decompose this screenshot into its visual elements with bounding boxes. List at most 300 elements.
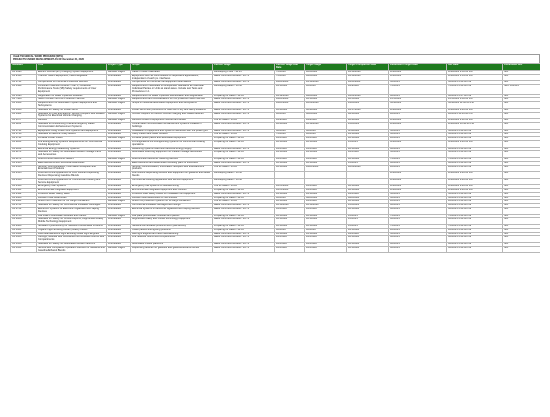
table-cell: UL 2703 xyxy=(11,214,37,218)
table-cell: Ballot Comment Review - 46.71 xyxy=(213,204,275,208)
table-cell: UL 2701 xyxy=(11,204,37,208)
table-cell: N/A xyxy=(503,112,541,119)
table-row xyxy=(11,204,541,208)
table-cell: 4/30/2021 9:46:00 PM xyxy=(447,185,503,189)
table-cell: Automated mobile platforms xyxy=(131,243,213,247)
table-cell: Ballot Comment Review - 46.71 xyxy=(213,74,275,81)
table-cell: UL 3100 xyxy=(11,243,37,247)
table-cell: Field Manufacturers Light Emitting Diode Light Engines xyxy=(37,232,107,236)
table-cell: Electronic Systems of Electronic Cigarettes and Vaping Devices xyxy=(37,208,107,215)
table-row xyxy=(11,140,541,147)
table-cell: 11/1/2020 xyxy=(305,246,347,253)
table-cell: N/A xyxy=(503,157,541,161)
table-cell: 4/1/2021 9:46:00 PM xyxy=(447,137,503,141)
table-cell: Food and Drink Appliances for Low Volume Dispensing Devices Dispensing Gasoline Blends xyxy=(37,172,107,179)
table-cell: 6/1/2021 9:46:00 PM xyxy=(447,161,503,165)
table-cell: Service, communication, information reception and entertainment products xyxy=(131,165,213,172)
table-cell: 3/1/2021 xyxy=(389,196,447,200)
table-cell: Revised Pages xyxy=(107,137,131,141)
table-cell: 9/16/2020 xyxy=(305,71,347,75)
table-cell: 3/19/2021 xyxy=(389,102,447,109)
table-cell: Standard for Safety for Automated Medium Voltage Parts and Accessories xyxy=(37,151,107,158)
table-cell: 12/1/2020 xyxy=(347,189,389,193)
table-cell: N/A xyxy=(503,236,541,243)
table-cell: 11/4/2020 xyxy=(347,85,389,94)
table-cell: 7/1/2021 9:46:00 PM xyxy=(447,214,503,218)
table-cell: 7/1/2021 9:46:00 PM xyxy=(447,85,503,94)
table-cell: 6/1/2021 9:46:00 PM xyxy=(447,147,503,151)
table-cell: 4/1/2021 9:46:00 PM xyxy=(447,200,503,204)
table-cell: Transfer Switch Equipment, Interchangeable xyxy=(37,74,107,81)
table-cell: Revised Pages xyxy=(107,71,131,75)
table-row xyxy=(11,112,541,119)
table-cell: 11/1/2020 xyxy=(305,236,347,243)
table-cell: Pressure Relief Safety Valve xyxy=(37,192,107,196)
table-cell: 12/1/2020 xyxy=(347,157,389,161)
table-cell: 4/30/2021 xyxy=(389,108,447,112)
table-cell: UL 1004 xyxy=(11,102,37,109)
table-cell: First Edition xyxy=(107,151,131,158)
table-cell: Organic Light Emitting Diode (OLED) Panels xyxy=(37,228,107,232)
table-cell: First Edition xyxy=(107,228,131,232)
table-cell: Flat Plate Photovoltaic Modules and Panels xyxy=(37,214,107,218)
table-cell: 12/9/2020 xyxy=(347,119,389,123)
table-cell: N/A xyxy=(503,98,541,102)
table-cell: 3/1/2021 9:46:00 PM xyxy=(447,133,503,137)
table-cell: Ballot Comment Review - 46.71 xyxy=(213,98,275,102)
table-row xyxy=(11,246,541,253)
table-cell: UL 1740 xyxy=(11,133,37,137)
table-cell: 10/1/2020 xyxy=(275,192,305,196)
table-cell: 4/30/2021 xyxy=(389,189,447,193)
table-cell: 12/1/2020 xyxy=(305,218,347,225)
table-cell xyxy=(347,178,389,185)
table-cell: First Edition xyxy=(107,165,131,172)
table-cell: 10/1/2020 xyxy=(347,133,389,137)
table-cell: 11/1/2020 xyxy=(347,232,389,236)
table-cell: First Edition xyxy=(107,94,131,98)
table-cell: N/A xyxy=(503,133,541,137)
table-cell: UL 2336 xyxy=(11,178,37,185)
table-cell: N/A xyxy=(503,225,541,229)
table-cell: 9/1/2020 xyxy=(275,112,305,119)
table-cell: 12/1/2020 xyxy=(347,137,389,141)
table-cell: First Edition xyxy=(107,225,131,229)
document-subtitle: PROJECTS UNDER DEVELOPMENT AS OF December 31, 2020 xyxy=(13,58,84,61)
table-cell: 12/1/2020 xyxy=(305,214,347,218)
table-cell: Multi-function electronic metering devices xyxy=(131,157,213,161)
column-header: Publication Target Date xyxy=(389,64,447,71)
table-cell: Ballot Comment Review - 46.71 xyxy=(213,108,275,112)
table-cell: Revised Pages xyxy=(107,112,131,119)
table-cell: 12/1/2020 xyxy=(275,225,305,229)
table-cell: 9/1/2020 xyxy=(275,228,305,232)
table-cell: UL 1741 xyxy=(11,129,37,133)
table-cell: Developing Ballot - 10.30 xyxy=(213,172,275,179)
table-cell: 12/18/2020 xyxy=(305,122,347,129)
table-cell: UL 2333 xyxy=(11,165,37,172)
table-cell: 4/1/2021 xyxy=(389,200,447,204)
table-cell: Standard for Safety for Power Items xyxy=(37,108,107,112)
table-cell: Ballot Comment Review - 46.71 xyxy=(213,122,275,129)
table-cell: UL 2561 xyxy=(11,189,37,193)
table-cell: 12/4/2020 xyxy=(275,108,305,112)
table-cell: N/A xyxy=(503,185,541,189)
table-row xyxy=(11,172,541,179)
table-cell: 10/1/2020 xyxy=(275,151,305,158)
table-cell: UL 746C xyxy=(11,98,37,102)
table-cell: Requirements for Automation System Equipment and Subsystems xyxy=(37,102,107,109)
table-cell: 12/1/2020 xyxy=(347,185,389,189)
table-cell: UL 3001 xyxy=(11,228,37,232)
table-cell: N/A xyxy=(503,129,541,133)
table-cell: 12/1/2020 xyxy=(347,246,389,253)
table-cell: 11/1/2020 xyxy=(347,151,389,158)
table-cell: Fire resistive rooms and compartments xyxy=(131,236,213,243)
table-cell: UL 2800 xyxy=(11,218,37,225)
table-cell: 12/1/2020 xyxy=(275,214,305,218)
table-cell: Preparing for Ballot - 42.10 xyxy=(213,189,275,193)
table-cell: 9/1/2021 xyxy=(389,112,447,119)
table-cell: N/A xyxy=(503,151,541,158)
table-cell: N/A xyxy=(503,228,541,232)
table-cell: Preparing for Ballot - 42.10 xyxy=(213,140,275,147)
table-row xyxy=(11,236,541,243)
table-cell: 1/1/2021 xyxy=(347,225,389,229)
table-cell: UL 2601 xyxy=(11,200,37,204)
table-cell: 7/1/2021 xyxy=(389,225,447,229)
table-cell: Personal Protection Devices - Part 3, Ultraviolet Performance Tests (SB) Safety requirements of User Equipment xyxy=(37,85,107,94)
table-cell: 4/30/2021 xyxy=(389,119,447,123)
table-cell: Commercial cooking appliances and service equipment xyxy=(131,178,213,185)
table-cell: UL 2305 xyxy=(11,161,37,165)
table-cell: Out for Ballot - 40.20 xyxy=(213,200,275,204)
table-cell: 1/15/2021 8:39:00 PM xyxy=(447,98,503,102)
table-cell: First Edition xyxy=(107,196,131,200)
table-cell: Preparing for Ballot - 42.10 xyxy=(213,137,275,141)
table-cell: 11/1/2020 xyxy=(347,192,389,196)
table-cell: UL 2202 xyxy=(11,147,37,151)
table-row xyxy=(11,218,541,225)
table-row xyxy=(11,129,541,133)
table-cell: N/A xyxy=(503,165,541,172)
table-cell: 5/1/2021 xyxy=(389,192,447,196)
table-cell: Developing Ballot - 10.30 xyxy=(213,178,275,185)
table-cell: 1/1/2021 xyxy=(347,161,389,165)
table-cell: Revised Pages xyxy=(107,102,131,109)
table-cell: 4/30/2021 9:46:00 PM xyxy=(447,189,503,193)
table-cell: First Edition xyxy=(107,81,131,85)
table-cell: Service, Communication, Information Reception and Entertainment Products xyxy=(37,165,107,172)
table-cell: First Edition xyxy=(107,232,131,236)
table-cell: Environmental integrated equipment and controls xyxy=(131,189,213,193)
table-cell: First Edition xyxy=(107,108,131,112)
table-cell: 1/18/2021 xyxy=(347,122,389,129)
table-cell: 9/1/2020 xyxy=(305,85,347,94)
table-cell: Revised Pages xyxy=(107,200,131,204)
table-cell: Devices xyxy=(37,119,107,123)
table-row xyxy=(11,122,541,129)
table-cell: Portable Power Packs xyxy=(37,137,107,141)
table-cell: Revised Pages xyxy=(107,98,131,102)
table-cell: Preparing for Ballot - 42.10 xyxy=(213,94,275,98)
table-cell: 9/26/2020 xyxy=(305,74,347,81)
table-cell: First Edition xyxy=(107,204,131,208)
table-cell: Emergency call systems for assisted living xyxy=(131,185,213,189)
table-cell: 10/16/2020 xyxy=(305,81,347,85)
table-cell: Standard for Safety for Critical Reports, Augmented Reality Mobile Technology Equipment xyxy=(37,218,107,225)
table-cell: Flat plate photovoltaic modules and panels xyxy=(131,214,213,218)
table-cell: First Edition xyxy=(107,172,131,179)
table-cell: UL 1741 xyxy=(11,137,37,141)
table-cell xyxy=(275,178,305,185)
table-cell: 11/1/2020 xyxy=(275,137,305,141)
table-cell: 1/1/2021 xyxy=(347,214,389,218)
table-cell: 4/1/2021 9:46:00 PM xyxy=(447,228,503,232)
table-cell: 3/1/2021 9:46:00 PM xyxy=(447,81,503,85)
table-row xyxy=(11,102,541,109)
table-cell: 6/1/2021 9:47:00 PM xyxy=(447,94,503,98)
table-cell: 4/30/2021 xyxy=(389,185,447,189)
table-cell: First Edition xyxy=(107,178,131,185)
table-cell: UL 3003 xyxy=(11,236,37,243)
table-cell: 6/30/2021 xyxy=(389,140,447,147)
table-cell: 5/1/2021 xyxy=(389,129,447,133)
table-cell: 10/16/2020 xyxy=(347,71,389,75)
table-cell: N/A xyxy=(503,147,541,151)
table-cell: UL 2702 xyxy=(11,208,37,215)
table-row xyxy=(11,165,541,172)
table-row xyxy=(11,151,541,158)
table-cell: Critical radio communication enhancement systems installed in buildings xyxy=(131,122,213,129)
table-cell: Commercial insulated cartridges and fittings xyxy=(131,204,213,208)
table-cell: 3/19/2021 11:06:00 PM xyxy=(447,102,503,109)
table-cell: Augmented reality and mobile technology equipment xyxy=(131,218,213,225)
table-cell: 11/1/2020 xyxy=(275,147,305,151)
table-cell: N/A xyxy=(503,71,541,75)
table-cell: First Edition xyxy=(107,147,131,151)
table-cell: 4/30/2021 2:01:00 PM xyxy=(447,119,503,123)
table-cell: 11/1/2020 xyxy=(305,208,347,215)
table-cell: Pressure relief safety valves for installation on equipment xyxy=(131,192,213,196)
table-cell: N/A xyxy=(503,74,541,81)
column-header: Scope xyxy=(131,64,213,71)
table-cell: Multi-Function Electronic Meters xyxy=(37,157,107,161)
table-cell: 4/30/2021 xyxy=(389,122,447,129)
table-cell: UL 2900 xyxy=(11,225,37,229)
table-cell: N/A xyxy=(503,204,541,208)
table-cell: UL 1104 xyxy=(11,122,37,129)
table-cell: OLED panels and lighting products xyxy=(131,228,213,232)
table-cell: Ballot Comment Review - 46.71 xyxy=(213,236,275,243)
table-cell: First Edition xyxy=(107,74,131,81)
table-cell: Components for Personal Protective Devices xyxy=(37,81,107,85)
table-cell: 10/1/2020 xyxy=(305,151,347,158)
table-cell: 4/30/2021 xyxy=(389,178,447,185)
table-cell: First Edition xyxy=(107,243,131,247)
table-cell: 8/19/2020 xyxy=(305,108,347,112)
table-body xyxy=(11,71,541,253)
table-cell: Preparing for Ballot - 42.10 xyxy=(213,214,275,218)
table-cell: N/A xyxy=(503,102,541,109)
table-cell: 10/1/2020 xyxy=(305,232,347,236)
table-cell: 6/1/2021 xyxy=(389,94,447,98)
table-cell: Eave Elements and Structural Assemblies xyxy=(37,161,107,165)
table-cell: 4/30/2021 xyxy=(389,172,447,179)
table-cell: Flexible hose assemblies for fuel transfer xyxy=(131,196,213,200)
table-cell: First Edition xyxy=(107,192,131,196)
table-cell xyxy=(305,178,347,185)
table-cell: 11/4/2020 xyxy=(275,119,305,123)
table-cell: N/A xyxy=(503,196,541,200)
table-cell: 11/1/2020 xyxy=(275,236,305,243)
table-cell: Out for Ballot - 40.20 xyxy=(213,165,275,172)
table-cell: First Edition xyxy=(107,133,131,137)
table-cell: 4/1/2021 9:46:00 PM xyxy=(447,165,503,172)
table-cell: Electrical systems of electronic cigarettes and vaping devices xyxy=(131,208,213,215)
table-cell: Preparing for Ballot - 42.10 xyxy=(213,228,275,232)
table-cell: 12/1/2020 xyxy=(347,147,389,151)
table-cell: 10/16/2020 xyxy=(347,74,389,81)
table-cell: 3/1/2021 xyxy=(389,133,447,137)
table-cell: 12/1/2020 xyxy=(347,200,389,204)
table-cell: 6/1/2021 xyxy=(389,218,447,225)
table-cell: 6/1/2021 xyxy=(389,246,447,253)
table-cell: 4/30/2021 xyxy=(389,74,447,81)
table-cell: 10/1/2020 xyxy=(347,228,389,232)
table-cell: 12/1/2020 xyxy=(305,98,347,102)
table-cell: 4/30/2021 9:46:00 PM xyxy=(447,108,503,112)
table-cell: Revised Pages xyxy=(107,157,131,161)
table-cell: Revised Pages xyxy=(107,246,131,253)
table-cell: 6/1/2021 xyxy=(389,243,447,247)
table-cell: 12/1/2020 xyxy=(305,161,347,165)
table-cell: Measuring systems used with electrical energy supply xyxy=(131,147,213,151)
table-cell: UL 9540 xyxy=(11,74,37,81)
table-cell: Switch Vendor Net Fire Protection Service xyxy=(37,98,107,102)
table-cell: 12/1/2020 xyxy=(305,225,347,229)
column-header: Current Stage xyxy=(213,64,275,71)
table-cell: 10/1/2020 xyxy=(305,192,347,196)
table-cell: 4/30/2021 4:34:00 PM xyxy=(447,74,503,81)
table-row xyxy=(11,71,541,75)
table-cell: 10/12/2020 xyxy=(275,94,305,98)
table-cell: N/A xyxy=(503,200,541,204)
table-cell: 6/1/2021 9:46:00 PM xyxy=(447,218,503,225)
table-cell: First Edition xyxy=(107,218,131,225)
table-cell: 7/1/2021 9:46:00 PM xyxy=(447,157,503,161)
table-cell: 9/1/2020 xyxy=(305,133,347,137)
table-cell: 12/16/2020 xyxy=(305,204,347,208)
table-cell: 10/17/2020 xyxy=(347,108,389,112)
table-cell: Preparing for Ballot - 42.10 xyxy=(213,157,275,161)
table-cell: Out for Ballot - 40.20 xyxy=(213,185,275,189)
table-cell xyxy=(305,172,347,179)
table-cell: UL 2272 xyxy=(11,157,37,161)
table-cell: 11/1/2020 xyxy=(305,243,347,247)
table-cell: 6/1/2021 9:46:00 PM xyxy=(447,208,503,215)
table-cell: UL 2560 xyxy=(11,185,37,189)
table-cell: 7/1/2020 xyxy=(275,74,305,81)
table-cell: 11/1/2020 xyxy=(305,185,347,189)
table-cell: Electrical Energy Measuring Systems xyxy=(37,147,107,151)
table-cell: UL 2271 xyxy=(11,151,37,158)
table-cell: 4/1/2021 xyxy=(389,137,447,141)
table-cell: 4/30/2021 10:42:00 PM xyxy=(447,122,503,129)
table-cell: Equipment such as commodities for dependent applications, independent of each ps. interfaces xyxy=(131,74,213,81)
table-cell: 7/1/2021 xyxy=(389,85,447,94)
table-cell: 8/1/2020 xyxy=(305,129,347,133)
table-cell: Standard for Safety for Automated Mobile Platforms xyxy=(37,243,107,247)
table-cell: 3/1/2021 xyxy=(389,81,447,85)
table-cell: N/A xyxy=(503,81,541,85)
table-cell: 9/1/2021 11:06:00 PM xyxy=(447,112,503,119)
table-cell: First Edition xyxy=(107,129,131,133)
table-cell: Out for Ballot - 40.20 xyxy=(213,133,275,137)
table-cell: 11/1/2020 xyxy=(305,137,347,141)
table-cell: Fire Extinguishing Systems Requirements for Commercial Cooking Equipment xyxy=(37,140,107,147)
table-cell: 12/1/2020 xyxy=(275,165,305,172)
table-cell: 11/1/2020 xyxy=(305,189,347,193)
table-cell: Scope of industrial automation equipment and subsystems xyxy=(131,102,213,109)
table-cell: 4/30/2021 9:46:00 PM xyxy=(447,172,503,179)
table-cell: 12/16/2020 xyxy=(275,204,305,208)
table-cell: First Edition xyxy=(107,208,131,215)
table-cell: Eave elements and assemblies including parts of structures xyxy=(131,161,213,165)
table-cell: 1/1/2021 xyxy=(347,218,389,225)
table-header-row xyxy=(11,64,541,71)
table-row xyxy=(11,85,541,94)
table-cell: UL 2201 xyxy=(11,140,37,147)
column-header: Project Type xyxy=(107,64,131,71)
table-cell: 11/1/2020 xyxy=(275,157,305,161)
table-cell: Standard for Electric Utility Meters xyxy=(37,133,107,137)
table-cell: N/A xyxy=(503,122,541,129)
table-cell: UL 1993 xyxy=(11,71,37,75)
table-cell: Standard for Safety for Commercial Insulated Cartridges xyxy=(37,204,107,208)
column-header: Title xyxy=(37,64,107,71)
table-cell: N/A xyxy=(503,94,541,98)
table-cell: 12/20/2020 xyxy=(347,165,389,172)
table-cell: 9/1/2020 xyxy=(275,196,305,200)
table-cell: 10/1/2020 xyxy=(275,232,305,236)
table-cell: 11/9/2020 xyxy=(305,119,347,123)
table-cell: N/A xyxy=(503,246,541,253)
table-cell: Installation of equipment and systems interactive with the power grid xyxy=(131,129,213,133)
table-cell: 6/1/2021 9:46:00 PM xyxy=(447,243,503,247)
table-cell: Preparing for Ballot - 42.10 xyxy=(213,151,275,158)
table-cell: Ballot Comment Review - 46.71 xyxy=(213,208,275,215)
document-header xyxy=(10,54,540,63)
table-cell: 6/1/2021 9:46:00 PM xyxy=(447,204,503,208)
table-cell: 12/1/2020 xyxy=(305,140,347,147)
table-cell: 6/1/2021 xyxy=(389,204,447,208)
table-cell: 6/1/2021 xyxy=(389,236,447,243)
table-cell: 12/1/2020 xyxy=(275,161,305,165)
table-cell: N/A xyxy=(503,140,541,147)
table-cell: 5/1/2021 9:46:00 PM xyxy=(447,232,503,236)
work-program-table xyxy=(10,63,540,253)
table-cell: 10/21/2020 xyxy=(347,94,389,98)
table-cell: Vehicle couplers for electric vehicle charging and related devices xyxy=(131,112,213,119)
table-cell: 8/18/2020 xyxy=(305,112,347,119)
table-cell: 5/1/2021 9:46:00 PM xyxy=(447,192,503,196)
table-cell: Automated switching equipment for medium voltage distribution xyxy=(131,151,213,158)
table-cell: N/A xyxy=(503,218,541,225)
table-cell: Equipment Using Power Grid Systems and Equipment xyxy=(37,129,107,133)
table-cell: 6/30/2021 9:46:00 PM xyxy=(447,140,503,147)
column-header: ISO Date xyxy=(447,64,503,71)
